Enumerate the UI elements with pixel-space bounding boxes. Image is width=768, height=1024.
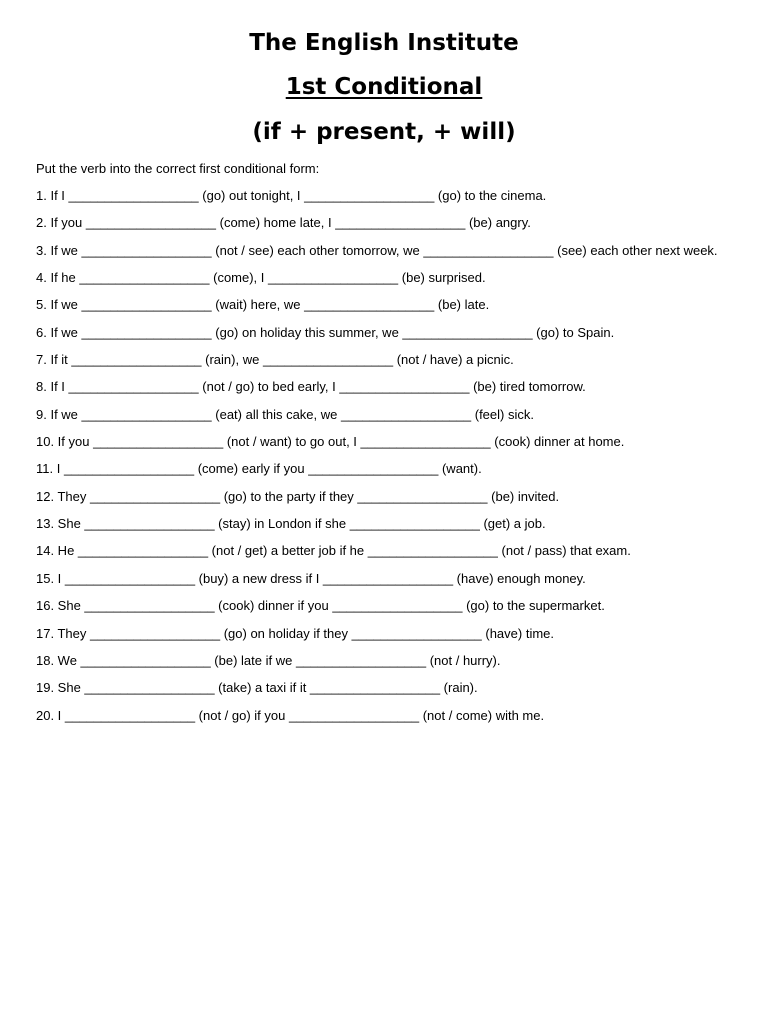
institute-title: The English Institute (249, 30, 519, 56)
worksheet-subtitle: 1st Conditional (285, 74, 483, 100)
exercise-item: 18. We __________________ (be) late if we __________________ (not / hurry). (36, 652, 501, 668)
exercise-item: 6. If we __________________ (go) on holiday this summer, we __________________ (go) to Spain. (36, 324, 615, 340)
exercise-item: 7. If it __________________ (rain), we __________________ (not / have) a picnic. (36, 352, 514, 368)
grammar-formula: (if + present, + will) (252, 119, 516, 145)
exercise-item: 2. If you __________________ (come) home late, I __________________ (be) angry. (36, 215, 531, 231)
exercise-item: 1. If I __________________ (go) out tonight, I __________________ (go) to the cinema. (36, 188, 547, 203)
exercise-item: 13. She __________________ (stay) in London if she __________________ (get) a job. (36, 516, 546, 532)
exercise-item: 9. If we __________________ (eat) all this cake, we __________________ (feel) sick. (36, 406, 534, 422)
instruction-text: Put the verb into the correct first conditional form: (36, 161, 320, 176)
exercise-item: 16. She __________________ (cook) dinner if you __________________ (go) to the supermarket. (36, 598, 605, 614)
exercise-item: 3. If we __________________ (not / see) each other tomorrow, we __________________ (see) each other next week. (36, 242, 718, 258)
exercise-item: 11. I __________________ (come) early if you __________________ (want). (36, 461, 482, 477)
exercise-item: 12. They __________________ (go) to the party if they __________________ (be) invited. (36, 488, 560, 504)
exercise-item: 5. If we __________________ (wait) here, we __________________ (be) late. (36, 297, 490, 313)
exercise-item: 19. She __________________ (take) a taxi if it __________________ (rain). (36, 680, 478, 696)
exercise-item: 17. They __________________ (go) on holiday if they __________________ (have) time. (36, 625, 555, 641)
exercise-list (36, 187, 718, 734)
exercise-item: 14. He __________________ (not / get) a better job if he __________________ (not / pass) that exam. (36, 543, 631, 559)
exercise-item: 10. If you __________________ (not / want) to go out, I __________________ (cook) dinner at home. (36, 434, 625, 450)
exercise-item: 4. If he __________________ (come), I __________________ (be) surprised. (36, 270, 486, 286)
exercise-item: 20. I __________________ (not / go) if you __________________ (not / come) with me. (36, 707, 545, 723)
exercise-item: 8. If I __________________ (not / go) to bed early, I __________________ (be) tired tomorrow. (36, 379, 586, 395)
exercise-item: 15. I __________________ (buy) a new dress if I __________________ (have) enough money. (36, 570, 586, 586)
